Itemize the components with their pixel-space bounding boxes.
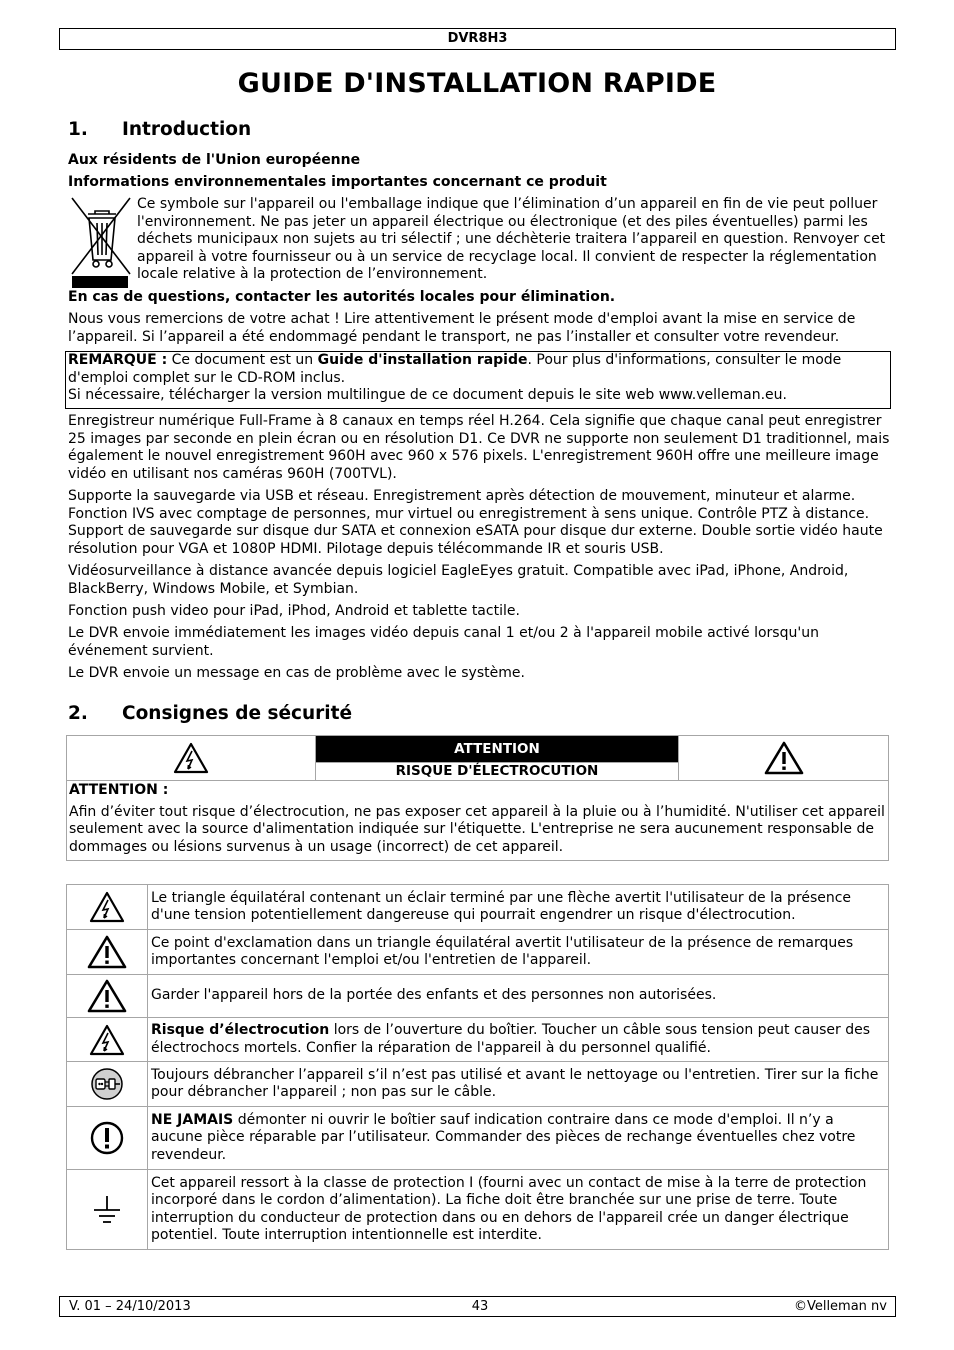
section-2-number: 2. [68,703,88,724]
intro-paragraph-1: Enregistreur numérique Full-Frame à 8 canaux en temps réel H.264. Cela signifie que chaque canal peut enregistrer 25 images par seconde en plein écran ou en résolution D1. Ce DVR ne supporte non seulement D1 traditionnel, mais également le nouvel enregistrement 960H avec 960 x 576 pixels. L'enregistrement 960H offre une meilleure image vidéo en utilisant nos caméras 960H (700TVL). [68,413,890,482]
note-part-1: Ce document est un [167,352,318,368]
exclamation-circle-icon [67,1121,147,1155]
footer-version: V. 01 – 24/10/2013 [69,1299,191,1314]
attention-header: ATTENTION [316,736,678,762]
section-2-title: Consignes de sécurité [122,703,353,724]
intro-paragraph-5: Le DVR envoie immédiatement les images vidéo depuis canal 1 et/ou 2 à l'appareil mobile activé lorsqu'un événement survient. [68,625,819,659]
section-1-heading [68,118,251,142]
row-text [148,1170,889,1250]
attention-header-cell [316,736,679,763]
table-row [67,1062,889,1107]
lightning-triangle-icon [67,1024,147,1056]
note-line-1 [68,352,890,387]
section-1-title: Introduction [122,119,252,140]
row-text-content: Toujours débrancher l’appareil s’il n’est pas utilisé et avant le nettoyage ou l'entretien. Tirer sur la fiche pour débrancher l'appareil ; non pas sur le câble. [151,1066,879,1100]
icon-cell [67,1170,148,1250]
section-2-heading [68,702,352,726]
row-text [148,1062,889,1107]
attention-table [66,735,889,861]
exclamation-triangle-icon [67,979,147,1013]
weee-bin-icon [68,196,132,290]
header-model: DVR8H3 [447,31,508,46]
attention-label: ATTENTION : [69,782,169,798]
table-row [67,1018,889,1062]
thanks-paragraph: Nous vous remercions de votre achat ! Lire attentivement le présent mode d'emploi avant la mise en service de l’appareil. Si l’appareil a été endommagé pendant le transport, ne pas l’installer et consulter votre revendeur. [68,311,856,345]
weee-text: Ce symbole sur l'appareil ou l'emballage indique que l’élimination d’un appareil en fin de vie peut polluer l'environnement. Ne pas jeter un appareil électrique ou électronique (et des piles éventuelles) parmi les déchets municipaux non sujets au tri sélectif ; une déchèterie traitera l’appareil en question. Renvoyer cet appareil à votre fournisseur ou à un service de recyclage local. Il convient de respecter la réglementation locale relative à la protection de l’environnement. [137,196,886,282]
row-text-content: Ce point d'exclamation dans un triangle équilatéral avertit l'utilisateur de la présence de remarques importantes concernant l'emploi et/ou l'entretien de l'appareil. [151,934,854,968]
note-label: REMARQUE : [68,352,168,368]
icon-cell [67,885,148,930]
row-text-content: Garder l'appareil hors de la portée des enfants et des personnes non autorisées. [151,987,717,1004]
table-row [67,930,889,975]
row-text [148,930,889,975]
table-row [67,885,889,930]
intro-paragraph-2: Supporte la sauvegarde via USB et réseau. Enregistrement après détection de mouvement, minuteur et alarme. Fonction IVS avec comptage de personnes, mur virtuel ou enregistrement à sens unique. Contrôle PTZ à distance. Support de sauvegarde sur disque dur SATA et connexion eSATA pour disque dur externe. Double sortie vidéo haute résolution pour VGA et 1080P HDMI. Pilotage depuis télécommande IR et souris USB. [68,488,883,557]
attention-text: Afin d’éviter tout risque d’électrocution, ne pas exposer cet appareil à la pluie ou à l’humidité. N'utiliser cet appareil seulement avec la source d'alimentation indiquée sur l'étiquette. L'entreprise ne sera aucunement responsable de dommages ou lésions survenus à un usage (incorrect) de cet appareil. [69,803,885,855]
row-text [148,1018,889,1062]
lightning-triangle-icon [67,891,147,923]
attention-right-cell [679,736,889,781]
attention-body-cell [67,781,889,861]
row-text [148,1107,889,1170]
footer-copyright: ©Velleman nv [793,1299,887,1314]
safety-symbols-table [66,884,889,1250]
note-bold: Guide d'installation rapide [317,352,528,368]
attention-subtitle: RISQUE D'ÉLECTROCUTION [395,763,599,779]
page-title: GUIDE D'INSTALLATION RAPIDE [237,68,717,99]
row-text-content: Cet appareil ressort à la classe de protection I (fourni avec un contact de mise à la terre de protection incorporé dans le cordon d’alimentation). La fiche doit être branchée sur une prise de terre. Toute interruption du conducteur de protection dans ou en dehors de l'appareil crée un danger électrique potentiel. Toute interruption intentionnelle est interdite. [151,1174,867,1243]
note-part-2: . Pour plus d'informations, consulter le mode d'emploi complet sur le CD-ROM inclus. [68,352,842,386]
eu-residents-heading: Aux résidents de l'Union européenne [68,152,361,168]
attention-sub-cell [316,763,679,781]
exclamation-triangle-icon [679,741,888,775]
intro-paragraph-6: Le DVR envoie un message en cas de problème avec le système. [68,665,525,681]
contact-authorities: En cas de questions, contacter les autorités locales pour élimination. [68,289,616,305]
env-info-heading: Informations environnementales importantes concernant ce produit [68,174,607,190]
footer-page-number: 43 [471,1299,489,1314]
row-text [148,885,889,930]
attention-left-cell [67,736,316,781]
lightning-triangle-icon [67,742,315,774]
row-text [148,975,889,1018]
row-text-content: Le triangle équilatéral contenant un éclair terminé par une flèche avertit l'utilisateur de la présence d'une tension potentiellement dangereuse qui pourrait engendrer un risque d'électrocution. [151,889,852,923]
table-row [67,975,889,1018]
icon-cell [67,1107,148,1170]
row-text-bold: Risque d’électrocution [151,1022,330,1038]
row-text-content: démonter ni ouvrir le boîtier sauf indication contraire dans ce mode d'emploi. Il n’y a aucune pièce réparable par l’utilisateur. Commander des pièces de rechange éventuelles chez votre revendeur. [151,1111,856,1163]
note-line-2: Si nécessaire, télécharger la version multilingue de ce document depuis le site web www.velleman.eu. [68,387,787,403]
table-row [67,1170,889,1250]
page-footer [59,1296,896,1317]
intro-paragraph-3: Vidéosurveillance à distance avancée depuis logiciel EagleEyes gratuit. Compatible avec iPad, iPhone, Android, BlackBerry, Windows Mobile, et Symbian. [68,563,849,597]
icon-cell [67,1062,148,1107]
note-box [65,351,891,409]
page-header [59,28,896,50]
row-text-content: lors de l’ouverture du boîtier. Toucher un câble sous tension peut causer des électrochocs mortels. Confier la réparation de l'appareil à du personnel qualifié. [151,1022,871,1056]
table-row [67,1107,889,1170]
unplug-icon [67,1067,147,1101]
exclamation-triangle-icon [67,935,147,969]
ground-icon [67,1193,147,1227]
icon-cell [67,1018,148,1062]
row-text-bold: NE JAMAIS [151,1111,234,1128]
intro-paragraph-4: Fonction push video pour iPad, iPhod, Android et tablette tactile. [68,603,520,619]
section-1-number: 1. [68,119,88,140]
icon-cell [67,975,148,1018]
icon-cell [67,930,148,975]
